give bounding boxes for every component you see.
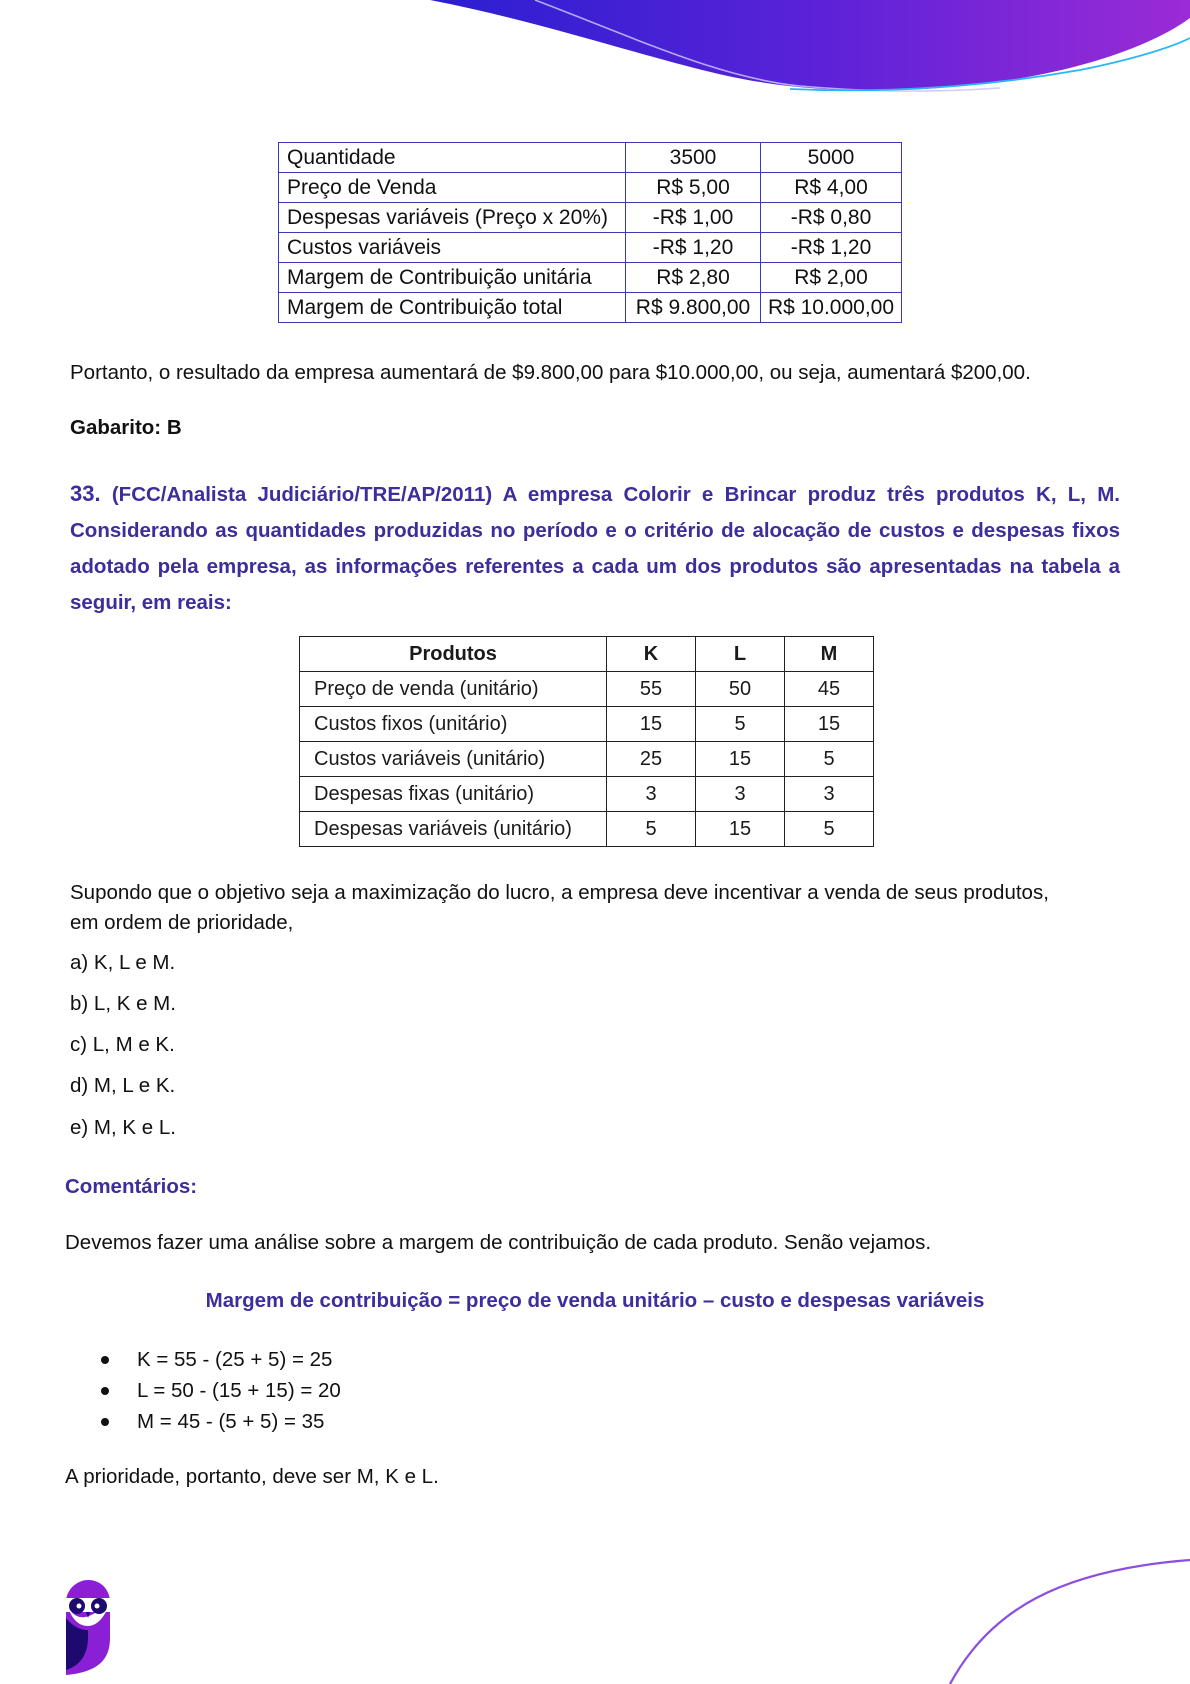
option-c: c) L, M e K. [70,1033,175,1056]
table-row [279,263,902,293]
previous-answer-key: Gabarito: B [70,416,182,439]
value-3500: 3500 [626,143,761,173]
arc-footer-decoration [0,1530,1190,1684]
value-k: 15 [607,707,696,742]
value-m: 5 [785,742,874,777]
value-3500: -R$ 1,00 [626,203,761,233]
table-row [279,203,902,233]
bullet-icon [101,1356,109,1364]
value-l: 5 [696,707,785,742]
row-label: Custos variáveis (unitário) [300,742,607,777]
value-k: 25 [607,742,696,777]
final-conclusion: A prioridade, portanto, deve ser M, K e L. [65,1465,439,1488]
table-row [300,777,874,812]
value-k: 5 [607,812,696,847]
previous-conclusion: Portanto, o resultado da empresa aumentará de $9.800,00 para $10.000,00, ou seja, aumentará $200,00. [70,361,1031,384]
table-row [279,143,902,173]
value-5000: R$ 2,00 [761,263,902,293]
header-m: M [785,637,874,672]
row-label: Custos fixos (unitário) [300,707,607,742]
value-m: 45 [785,672,874,707]
table-header-row [300,637,874,672]
value-3500: -R$ 1,20 [626,233,761,263]
header-k: K [607,637,696,672]
option-a: a) K, L e M. [70,951,176,974]
value-m: 15 [785,707,874,742]
value-m: 5 [785,812,874,847]
row-label: Despesas fixas (unitário) [300,777,607,812]
table-row [300,742,874,777]
question-prompt-line-1: Supondo que o objetivo seja a maximização do lucro, a empresa deve incentivar a venda de seus produtos, [70,881,1049,904]
value-k: 3 [607,777,696,812]
calculation-list [95,1344,341,1437]
value-k: 55 [607,672,696,707]
list-item [95,1375,341,1406]
value-5000: -R$ 0,80 [761,203,902,233]
question-statement: (FCC/Analista Judiciário/TRE/AP/2011) A empresa Colorir e Brincar produz três produtos K, L, M. Considerando as quantidades produzidas no período e o critério de alocação de custos e despesas fixos adotado pela empresa, as informações referentes a cada um dos produtos são apresentadas na tabela a seguir, em reais: [70,483,1121,614]
owl-logo-icon [62,1578,114,1678]
value-l: 3 [696,777,785,812]
value-5000: R$ 10.000,00 [761,293,902,323]
row-label: Quantidade [279,143,626,173]
question-prompt-line-2: em ordem de prioridade, [70,911,294,934]
row-label: Preço de Venda [279,173,626,203]
row-label: Margem de Contribuição total [279,293,626,323]
question-number: 33. [70,481,101,506]
calculation-k: K = 55 - (25 + 5) = 25 [137,1348,333,1371]
row-label: Despesas variáveis (Preço x 20%) [279,203,626,233]
header-produtos: Produtos [300,637,607,672]
list-item [95,1406,341,1437]
value-5000: 5000 [761,143,902,173]
value-l: 15 [696,742,785,777]
value-3500: R$ 2,80 [626,263,761,293]
comments-heading: Comentários: [65,1175,198,1198]
bullet-icon [101,1418,109,1426]
value-3500: R$ 9.800,00 [626,293,761,323]
calculation-m: M = 45 - (5 + 5) = 35 [137,1410,325,1433]
question-33 [70,476,1120,621]
value-l: 15 [696,812,785,847]
contribution-margin-formula: Margem de contribuição = preço de venda unitário – custo e despesas variáveis [205,1289,985,1312]
value-l: 50 [696,672,785,707]
value-3500: R$ 5,00 [626,173,761,203]
table-row [300,707,874,742]
table-row [279,233,902,263]
table-row [300,672,874,707]
row-label: Margem de Contribuição unitária [279,263,626,293]
products-cost-table [299,636,874,847]
option-b: b) L, K e M. [70,992,176,1015]
table-row [279,293,902,323]
comments-intro: Devemos fazer uma análise sobre a margem de contribuição de cada produto. Senão vejamos. [65,1231,932,1254]
value-m: 3 [785,777,874,812]
value-5000: -R$ 1,20 [761,233,902,263]
wave-header-decoration [0,0,1190,110]
row-label: Preço de venda (unitário) [300,672,607,707]
value-5000: R$ 4,00 [761,173,902,203]
option-d: d) M, L e K. [70,1074,176,1097]
calculation-l: L = 50 - (15 + 15) = 20 [137,1379,341,1402]
option-e: e) M, K e L. [70,1116,176,1139]
bullet-icon [101,1387,109,1395]
table-row [279,173,902,203]
row-label: Custos variáveis [279,233,626,263]
row-label: Despesas variáveis (unitário) [300,812,607,847]
list-item [95,1344,341,1375]
header-l: L [696,637,785,672]
table-row [300,812,874,847]
contribution-margin-comparison-table [278,142,902,323]
